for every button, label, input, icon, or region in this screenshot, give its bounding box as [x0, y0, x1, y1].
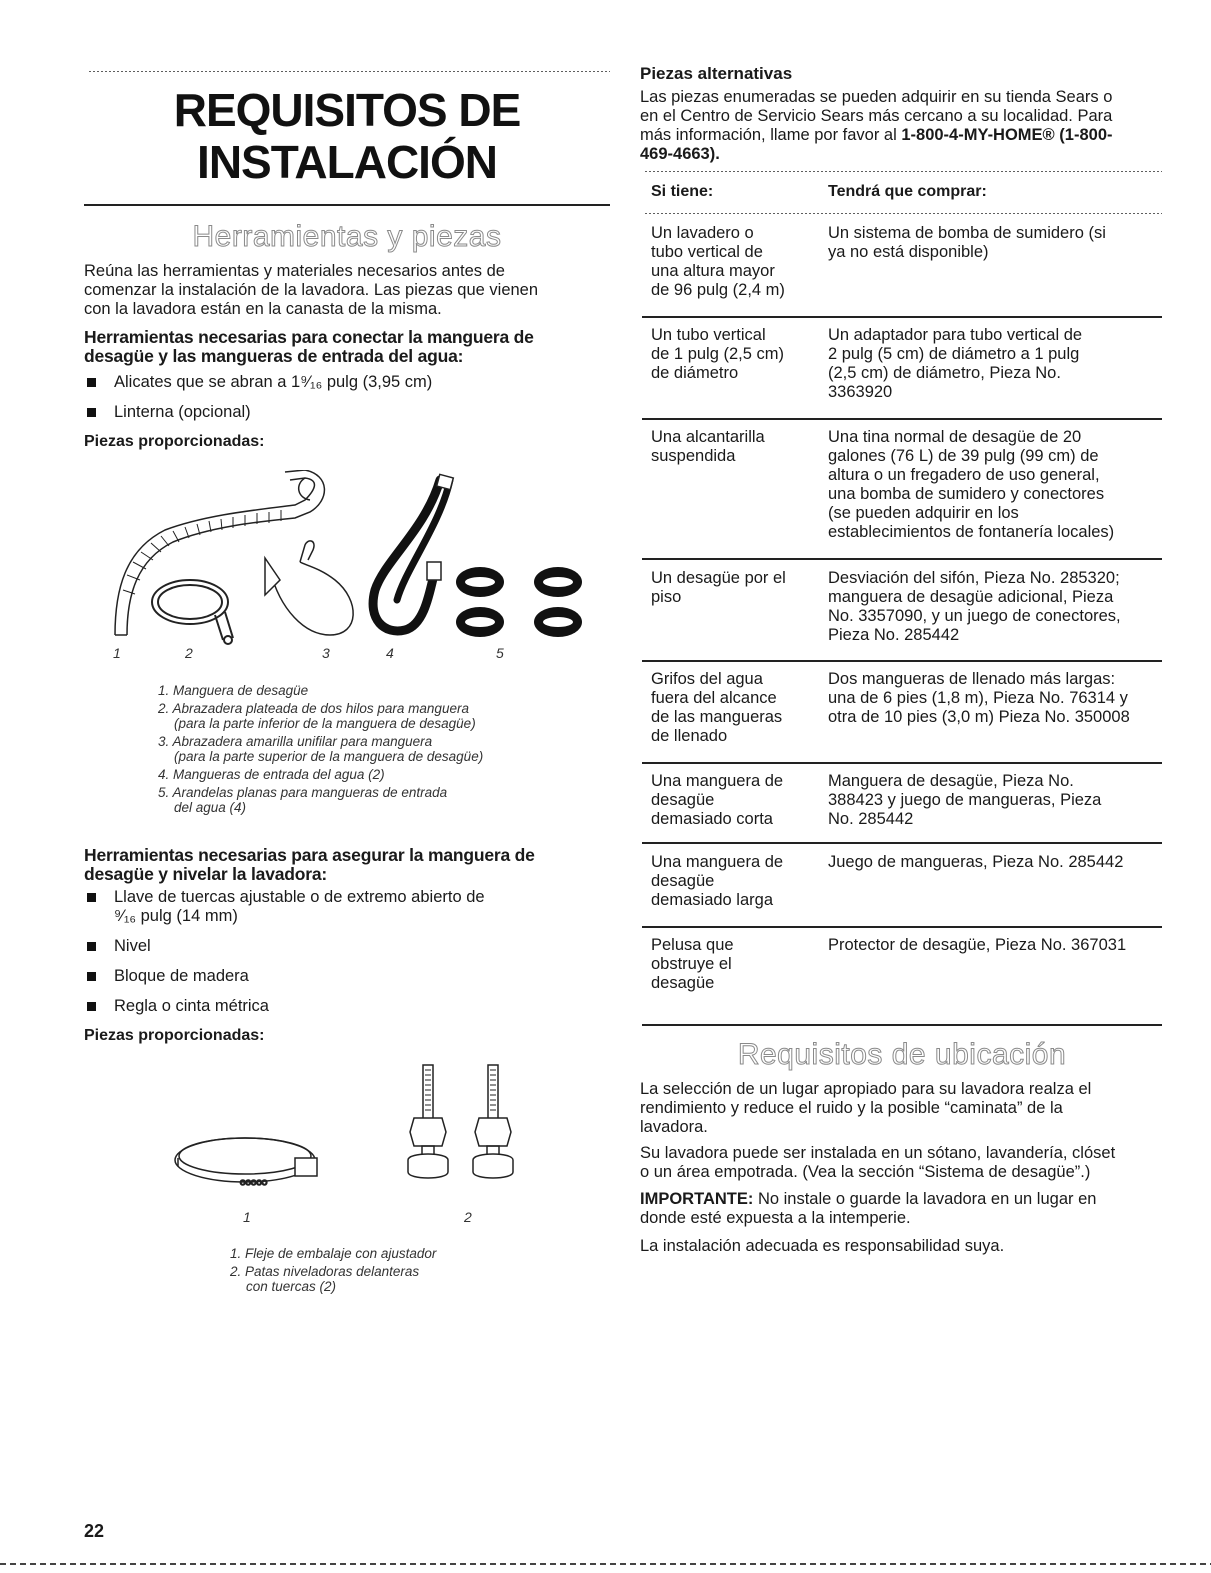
table-cell-have: Grifos del agua fuera del alcance de las mangueras de llenado	[651, 670, 783, 745]
yellow-clamp-illustration	[265, 541, 353, 635]
figure-number: 1	[243, 1209, 251, 1225]
figure2-captions: 1. Fleje de embalaje con ajustador 2. Patas niveladoras delanteras con tuercas (2)	[230, 1246, 437, 1294]
tool-item: Alicates que se abran a 1⁹⁄₁₆ pulg (3,95 cm)	[84, 373, 432, 392]
shipping-strap-illustration	[175, 1138, 317, 1187]
figure-number: 1	[113, 645, 121, 661]
bottom-dashed-rule	[0, 1563, 1211, 1565]
table-cell-buy: Manguera de desagüe, Pieza No. 388423 y juego de mangueras, Pieza No. 285442	[828, 772, 1102, 828]
location-important: IMPORTANTE: No instale o guarde la lavadora en un lugar en donde esté expuesta a la intemperie.	[640, 1190, 1097, 1227]
figure-number: 5	[496, 645, 504, 661]
row-divider	[642, 926, 1162, 928]
parts-heading-1: Piezas proporcionadas:	[84, 433, 265, 450]
figure-number: 3	[322, 645, 330, 661]
figure1-captions: 1. Manguera de desagüe 2. Abrazadera plateada de dos hilos para manguera (para la parte inferior de la manguera de desagüe) 3. Abrazadera amarilla unifilar para manguera (para la parte superior de la manguera de desagüe) 4. Mangueras de entrada del agua (2) 5. Arandelas planas para mangueras de entrada del agua (4)	[158, 683, 484, 815]
row-divider	[642, 660, 1162, 662]
tool-item: Llave de tuercas ajustable o de extremo abierto de ⁹⁄₁₆ pulg (14 mm)	[84, 888, 485, 926]
svg-text:OOOOO: OOOOO	[240, 1180, 268, 1187]
inlet-hoses-illustration	[373, 480, 450, 631]
table-cell-have: Una manguera de desagüe demasiado larga	[651, 853, 784, 909]
leveling-leg-illustration	[473, 1065, 513, 1178]
parts-heading-2: Piezas proporcionadas:	[84, 1027, 265, 1044]
row-divider	[642, 316, 1162, 318]
leveling-leg-illustration	[408, 1065, 448, 1178]
location-section-rule	[642, 1024, 1162, 1026]
figure-number: 2	[464, 1209, 472, 1225]
table-cell-have: Un lavadero o tubo vertical de una altura mayor de 96 pulg (2,4 m)	[651, 224, 785, 299]
table-cell-have: Una manguera de desagüe demasiado corta	[651, 772, 784, 828]
alt-parts-text: Las piezas enumeradas se pueden adquirir en su tienda Sears o en el Centro de Servicio Sears más cercano a su localidad. Para más información, llame por favor al 1-800-4-MY-HOME® (1-800- 469-4663).	[640, 88, 1113, 163]
page-title: REQUISITOS DE INSTALACIÓN	[173, 84, 521, 188]
figure-number: 4	[386, 645, 394, 661]
top-dotted-rule	[88, 70, 610, 73]
table-cell-buy: Dos mangueras de llenado más largas: una de 6 pies (1,8 m), Pieza No. 76314 y otra de 10 pies (3,0 m) Pieza No. 350008	[828, 670, 1130, 726]
col-header-have: Si tiene:	[651, 183, 714, 200]
table-cell-buy: Un sistema de bomba de sumidero (si ya no está disponible)	[828, 224, 1106, 261]
table-cell-have: Un tubo vertical de 1 pulg (2,5 cm) de diámetro	[651, 326, 784, 382]
drain-hose-illustration	[115, 470, 324, 635]
table-header-rule-bottom	[644, 212, 1162, 215]
table-cell-have: Una alcantarilla suspendida	[651, 428, 765, 465]
tool-item: Regla o cinta métrica	[84, 997, 269, 1016]
parts-illustration-2	[170, 1060, 530, 1200]
tool-item: Nivel	[84, 937, 151, 956]
tools-heading-1: Herramientas necesarias para conectar la manguera de desagüe y las mangueras de entrada del agua:	[84, 327, 534, 366]
row-divider	[642, 558, 1162, 560]
silver-clamp-illustration	[152, 580, 233, 644]
location-heading: Requisitos de ubicación	[737, 1038, 1067, 1071]
tools-intro: Reúna las herramientas y materiales necesarios antes de comenzar la instalación de la lavadora. Las piezas que vienen con la lavadora están en la canasta de la misma.	[84, 262, 539, 318]
col-header-buy: Tendrá que comprar:	[828, 183, 987, 200]
table-header-rule-top	[644, 170, 1162, 173]
alt-parts-heading: Piezas alternativas	[640, 64, 793, 83]
location-paragraph: La instalación adecuada es responsabilidad suya.	[640, 1237, 1005, 1255]
row-divider	[642, 842, 1162, 844]
table-cell-have: Un desagüe por el piso	[651, 569, 786, 606]
row-divider	[642, 762, 1162, 764]
page-number: 22	[84, 1521, 105, 1541]
table-cell-buy: Juego de mangueras, Pieza No. 285442	[828, 853, 1124, 871]
table-cell-buy: Protector de desagüe, Pieza No. 367031	[828, 936, 1127, 954]
tools-section-heading: Herramientas y piezas	[192, 220, 502, 253]
location-paragraph: Su lavadora puede ser instalada en un sótano, lavandería, clóset o un área empotrada. (Vea la sección “Sistema de desagüe”.)	[640, 1144, 1116, 1181]
table-cell-buy: Un adaptador para tubo vertical de 2 pulg (5 cm) de diámetro a 1 pulg (2,5 cm) de diámetro, Pieza No. 3363920	[828, 326, 1083, 401]
table-cell-buy: Una tina normal de desagüe de 20 galones (76 L) de 39 pulg (99 cm) de altura o un fregadero de uso general, una bomba de sumidero y conectores (se pueden adquirir en los establecimientos de fontanería locales)	[828, 428, 1115, 541]
title-underline	[84, 204, 610, 206]
tool-item: Linterna (opcional)	[84, 403, 251, 422]
table-cell-buy: Desviación del sifón, Pieza No. 285320; manguera de desagüe adicional, Pieza No. 3357090, y un juego de conectores, Pieza No. 285442	[828, 569, 1121, 644]
tool-item: Bloque de madera	[84, 967, 249, 986]
tools-heading-2: Herramientas necesarias para asegurar la manguera de desagüe y nivelar la lavadora:	[84, 845, 535, 884]
row-divider	[642, 418, 1162, 420]
location-paragraph: La selección de un lugar apropiado para su lavadora realza el rendimiento y reduce el ruido y la posible “caminata” de la lavadora.	[640, 1080, 1092, 1136]
figure-number: 2	[185, 645, 193, 661]
table-cell-have: Pelusa que obstruye el desagüe	[651, 936, 734, 992]
parts-illustration-1	[105, 470, 605, 655]
